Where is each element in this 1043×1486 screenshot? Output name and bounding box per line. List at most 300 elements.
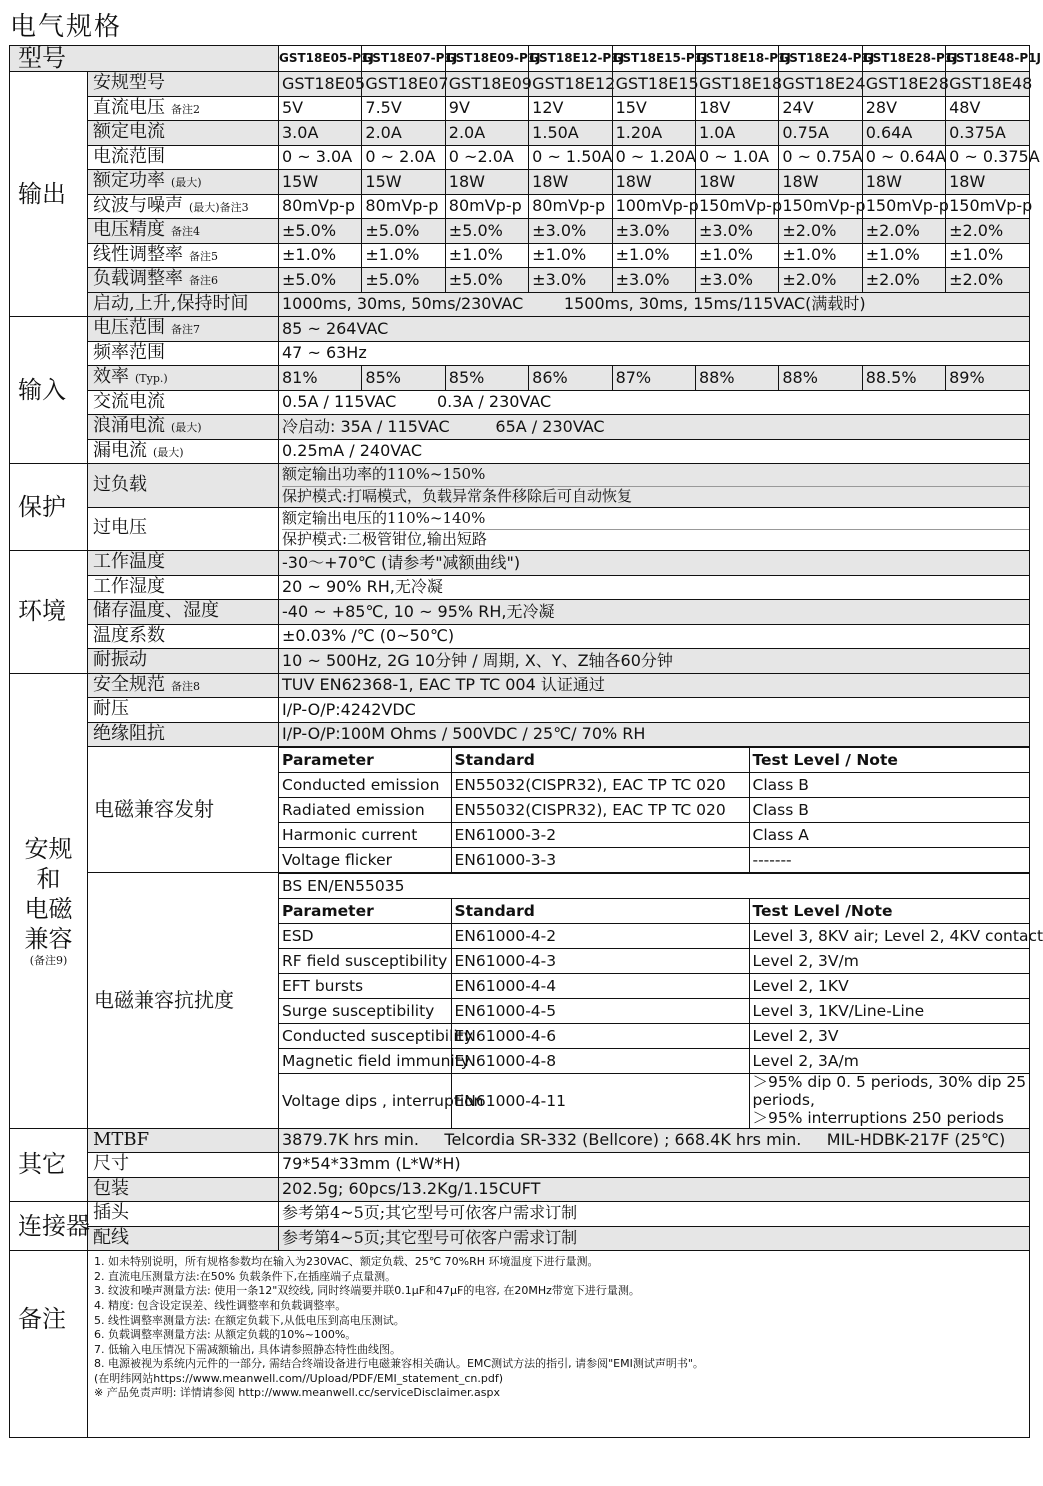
emc-row [279, 848, 1029, 873]
efficiency-value: 85% [362, 366, 445, 391]
row-label [88, 1128, 279, 1153]
row-label [88, 170, 279, 195]
emission-label: 电磁兼容发射 [88, 747, 279, 873]
row-label [88, 341, 279, 366]
row-label [88, 390, 279, 415]
output-value: 0 ~ 1.20A [612, 145, 695, 170]
row-note: 备注4 [171, 225, 200, 239]
emc-cell: EN55032(CISPR32), EAC TP TC 020 [451, 798, 749, 823]
section-label: 连接器 [10, 1202, 88, 1251]
row-label-text: 耐压 [93, 698, 129, 720]
output-value: 150mVp-p [695, 194, 778, 219]
emc-row [279, 974, 1029, 999]
emc-row [279, 924, 1029, 949]
output-row [10, 170, 1030, 195]
emc-cell: EN61000-3-2 [451, 823, 749, 848]
output-value: 0.375A [946, 121, 1030, 146]
protection-value [279, 507, 1030, 551]
emc-cell: Level 2, 1KV [749, 974, 1029, 999]
row-label [88, 194, 279, 219]
output-value: 1.0A [695, 121, 778, 146]
row-note: (最大)备注3 [189, 200, 249, 214]
row-label-text: 包装 [93, 1177, 129, 1199]
row-value: 202.5g; 60pcs/13.2Kg/1.15CUFT [279, 1177, 1030, 1202]
emc-header-row [279, 899, 1029, 924]
output-value: 0 ~ 0.75A [779, 145, 862, 170]
section-label-line: 电磁 [24, 894, 73, 923]
emc-cell: Level 3, 8KV air; Level 2, 4KV contact [749, 924, 1029, 949]
environment-row [10, 575, 1030, 600]
efficiency-value: 88% [779, 366, 862, 391]
output-value: 0.64A [862, 121, 945, 146]
output-value: ±3.0% [529, 219, 612, 244]
emc-table [279, 747, 1029, 872]
row-label-text: 交流电流 [93, 390, 165, 412]
emc-cell: Level 2, 3A/m [749, 1049, 1029, 1074]
immunity-cell [279, 873, 1043, 1128]
note-line: 2. 直流电压测量方法:在50% 负载条件下,在插座端子点量测。 [94, 1269, 397, 1283]
emc-header: Parameter [279, 748, 451, 773]
note-line: 3. 纹波和噪声测量方法: 使用一条12"双绞线, 同时终端要并联0.1μF和47μF的电容, 在20MHz带宽下进行量测。 [94, 1284, 640, 1298]
row-value: I/P-O/P:4242VDC [279, 698, 1030, 723]
row-note: 备注6 [189, 274, 218, 288]
input-row [10, 439, 1030, 464]
section-note: (备注9) [29, 953, 68, 967]
row-label-text: 电压范围 [93, 317, 165, 339]
output-value: 48V [946, 96, 1030, 121]
row-label-text: 频率范围 [93, 341, 165, 363]
row-label-text: 安全规范 [93, 673, 165, 695]
model-name: GST18E09-P1J [445, 46, 528, 72]
output-value: 80mVp-p [279, 194, 362, 219]
startup-row [10, 292, 1030, 317]
connector-row [10, 1202, 1030, 1227]
row-value: 0.25mA / 240VAC [279, 439, 1030, 464]
output-value: 0.75A [779, 121, 862, 146]
note-line: (在明纬网站https://www.meanwell.com//Upload/PDF/EMI_statement_cn.pdf) [94, 1371, 504, 1385]
emc-row [279, 773, 1029, 798]
input-row [10, 341, 1030, 366]
connector-row [10, 1226, 1030, 1251]
row-label-text: 过电压 [93, 517, 147, 539]
output-value: 18W [946, 170, 1030, 195]
model-name: GST18E18-P1J [695, 46, 778, 72]
emc-cell: Level 3, 1KV/Line-Line [749, 999, 1029, 1024]
protection-line: 额定输出电压的110%~140% [282, 509, 1029, 531]
emc-cell: EFT bursts [279, 974, 451, 999]
output-value: ±1.0% [362, 243, 445, 268]
output-value: 15W [279, 170, 362, 195]
output-value: ±2.0% [946, 268, 1030, 293]
emc-row [279, 999, 1029, 1024]
row-value: -30～+70℃ (请参考"减额曲线") [279, 551, 1030, 576]
row-label-text: 插头 [93, 1202, 129, 1224]
notes-cell [88, 1251, 1030, 1438]
safety-row [10, 673, 1030, 698]
output-value: 0 ~ 0.375A [946, 145, 1030, 170]
environment-row [10, 624, 1030, 649]
output-value: ±5.0% [362, 268, 445, 293]
spec-sheet [9, 44, 1043, 1438]
output-value: 150mVp-p [946, 194, 1030, 219]
row-value: 3879.7K hrs min. Telcordia SR-332 (Bellcore) ; 668.4K hrs min. MIL-HDBK-217F (25℃) [279, 1128, 1030, 1153]
output-row [10, 268, 1030, 293]
row-label-text: 尺寸 [93, 1153, 129, 1175]
output-value: 18W [862, 170, 945, 195]
row-label-text: 安规型号 [93, 72, 165, 94]
input-row [10, 415, 1030, 440]
output-row [10, 72, 1030, 97]
section-label: 保护 [10, 464, 88, 551]
output-value: 18W [612, 170, 695, 195]
output-value: 100mVp-p [612, 194, 695, 219]
emc-cell: ESD [279, 924, 451, 949]
output-value: ±1.0% [779, 243, 862, 268]
row-label [88, 1153, 279, 1178]
emc-cell: Class A [749, 823, 1029, 848]
output-value: ±1.0% [695, 243, 778, 268]
output-value: GST18E18 [695, 72, 778, 97]
emc-row [279, 1074, 1029, 1128]
row-value: 参考第4~5页;其它型号可依客户需求订制 [279, 1226, 1030, 1251]
output-value: 15W [362, 170, 445, 195]
safety-row [10, 722, 1030, 747]
protection-line: 保护模式:二极管钳位,输出短路 [282, 530, 487, 549]
model-row [10, 46, 1030, 72]
output-value: ±5.0% [279, 268, 362, 293]
output-row [10, 219, 1030, 244]
output-value: GST18E24 [779, 72, 862, 97]
emc-cell: Level 2, 3V [749, 1024, 1029, 1049]
output-value: 1.20A [612, 121, 695, 146]
row-label-text: 过负载 [93, 473, 147, 495]
emc-cell: EN61000-4-5 [451, 999, 749, 1024]
note-line: 7. 低输入电压情况下需减额输出, 具体请参照静态特性曲线图。 [94, 1342, 401, 1356]
row-label [88, 698, 279, 723]
emc-cell: Conducted emission [279, 773, 451, 798]
output-value: 15V [612, 96, 695, 121]
row-value: 79*54*33mm (L*W*H) [279, 1153, 1030, 1178]
output-value: GST18E15 [612, 72, 695, 97]
row-label [88, 439, 279, 464]
others-row [10, 1177, 1030, 1202]
row-value: 参考第4~5页;其它型号可依客户需求订制 [279, 1202, 1030, 1227]
section-label: 其它 [10, 1128, 88, 1202]
output-value: ±1.0% [529, 243, 612, 268]
row-label-text: 直流电压 [93, 96, 165, 118]
output-value: ±1.0% [612, 243, 695, 268]
output-value: ±1.0% [862, 243, 945, 268]
model-name: GST18E07-P1J [362, 46, 445, 72]
row-label [88, 507, 279, 551]
row-note: 备注2 [171, 102, 200, 116]
output-value: ±3.0% [612, 219, 695, 244]
output-value: ±2.0% [862, 219, 945, 244]
efficiency-value: 85% [445, 366, 528, 391]
emc-cell: Radiated emission [279, 798, 451, 823]
output-value: GST18E07 [362, 72, 445, 97]
model-name: GST18E05-P1J [279, 46, 362, 72]
environment-row [10, 600, 1030, 625]
emission-cell [279, 747, 1030, 873]
row-label-text: MTBF [93, 1128, 150, 1150]
emc-cell: Class B [749, 773, 1029, 798]
efficiency-value: 81% [279, 366, 362, 391]
row-label [88, 722, 279, 747]
output-value: ±2.0% [779, 219, 862, 244]
row-label [88, 673, 279, 698]
row-label-text: 工作温度 [93, 551, 165, 573]
output-value: 80mVp-p [445, 194, 528, 219]
row-note: 备注7 [171, 323, 200, 337]
model-label: 型号 [10, 46, 279, 72]
output-value: 18V [695, 96, 778, 121]
row-label-text: 纹波与噪声 [93, 194, 183, 216]
environment-row [10, 649, 1030, 674]
emc-cell: EN61000-4-2 [451, 924, 749, 949]
row-label [88, 72, 279, 97]
immunity-label: 电磁兼容抗扰度 [88, 873, 279, 1128]
output-value: 7.5V [362, 96, 445, 121]
emc-cell: Magnetic field immunity [279, 1049, 451, 1074]
row-note: 备注8 [171, 679, 200, 693]
row-value: -40 ~ +85℃, 10 ~ 95% RH,无冷凝 [279, 600, 1030, 625]
row-value: 85 ~ 264VAC [279, 317, 1030, 342]
note-line: ※ 产品免责声明: 详情请参阅 http://www.meanwell.cc/serviceDisclaimer.aspx [94, 1386, 500, 1400]
output-value: ±3.0% [695, 219, 778, 244]
dips-level-line: ＞95% interruptions 250 periods [752, 1108, 1004, 1127]
row-label [88, 1177, 279, 1202]
row-label [88, 464, 279, 508]
note-line: 4. 精度: 包含设定误差、线性调整率和负载调整率。 [94, 1298, 347, 1312]
row-value: 10 ~ 500Hz, 2G 10分钟 / 周期, X、Y、Z轴各60分钟 [279, 649, 1030, 674]
row-label [88, 575, 279, 600]
section-label-line: 和 [36, 864, 61, 893]
row-label-text: 效率 [93, 366, 129, 388]
row-label-text: 电流范围 [93, 145, 165, 167]
row-label-text: 电压精度 [93, 219, 165, 241]
emc-cell: Surge susceptibility [279, 999, 451, 1024]
efficiency-value: 89% [946, 366, 1030, 391]
row-label [88, 268, 279, 293]
row-value: TUV EN62368-1, EAC TP TC 004 认证通过 [279, 673, 1030, 698]
output-value: ±2.0% [862, 268, 945, 293]
notes-row [10, 1251, 1030, 1438]
protection-row [10, 507, 1030, 551]
output-value: 18W [529, 170, 612, 195]
note-line: 8. 电源被视为系统内元件的一部分, 需结合终端设备进行电磁兼容相关确认。EMC测试方法的指引, 请参阅"EMI测试声明书"。 [94, 1357, 704, 1371]
row-value: 47 ~ 63Hz [279, 341, 1030, 366]
protection-line: 额定输出功率的110%~150% [282, 465, 1029, 487]
emc-header: Parameter [279, 899, 451, 924]
emc-cell: EN61000-4-3 [451, 949, 749, 974]
output-row [10, 243, 1030, 268]
spec-table [9, 44, 1043, 1438]
row-value: ±0.03% /℃ (0~50℃) [279, 624, 1030, 649]
output-value: 0 ~ 2.0A [362, 145, 445, 170]
emission-row [10, 747, 1030, 873]
emc-row [279, 823, 1029, 848]
input-row [10, 390, 1030, 415]
output-value: 150mVp-p [779, 194, 862, 219]
output-value: 18W [779, 170, 862, 195]
emc-caption-row [279, 874, 1029, 899]
row-label [88, 415, 279, 440]
section-label: 备注 [10, 1251, 88, 1438]
emc-cell: Level 2, 3V/m [749, 949, 1029, 974]
section-label: 环境 [10, 551, 88, 674]
output-value: 0 ~ 0.64A [862, 145, 945, 170]
row-value: 20 ~ 90% RH,无冷凝 [279, 575, 1030, 600]
output-value: 24V [779, 96, 862, 121]
note-line: 5. 线性调整率测量方法: 在额定负载下,从低电压到高电压测试。 [94, 1313, 405, 1327]
emc-header: Standard [451, 748, 749, 773]
protection-row [10, 464, 1030, 508]
note-line: 6. 负载调整率测量方法: 从额定负载的10%~100%。 [94, 1328, 357, 1342]
environment-row [10, 551, 1030, 576]
row-value: I/P-O/P:100M Ohms / 500VDC / 25℃/ 70% RH [279, 722, 1030, 747]
row-note: 备注5 [189, 249, 218, 263]
output-value: ±1.0% [946, 243, 1030, 268]
row-note: (Typ.) [135, 372, 168, 386]
row-label-text: 绝缘阻抗 [93, 722, 165, 744]
emc-cell: Conducted susceptibility [279, 1024, 451, 1049]
output-value: 150mVp-p [862, 194, 945, 219]
row-label [88, 366, 279, 391]
emc-cell: EN61000-4-6 [451, 1024, 749, 1049]
model-name: GST18E12-P1J [529, 46, 612, 72]
emc-row [279, 1024, 1029, 1049]
emc-row [279, 1049, 1029, 1074]
row-label [88, 551, 279, 576]
row-label [88, 624, 279, 649]
emc-header: Standard [451, 899, 749, 924]
section-label: 输入 [10, 317, 88, 464]
row-label-text: 储存温度、湿度 [93, 600, 219, 622]
output-value: 2.0A [362, 121, 445, 146]
efficiency-value: 86% [529, 366, 612, 391]
emc-cell: EN61000-4-4 [451, 974, 749, 999]
row-label [88, 649, 279, 674]
row-label-text: 线性调整率 [93, 243, 183, 265]
output-value: GST18E05 [279, 72, 362, 97]
output-value: ±2.0% [946, 219, 1030, 244]
output-value: 80mVp-p [362, 194, 445, 219]
row-value: 0.5A / 115VAC 0.3A / 230VAC [279, 390, 1030, 415]
output-value: 9V [445, 96, 528, 121]
emc-cell: Harmonic current [279, 823, 451, 848]
row-label-text: 额定电流 [93, 121, 165, 143]
dips-level-line: ＞95% dip 0. 5 periods, 30% dip 25 periods, [752, 1073, 1027, 1109]
output-value: ±3.0% [612, 268, 695, 293]
row-label [88, 317, 279, 342]
output-value: GST18E48 [946, 72, 1030, 97]
input-row [10, 317, 1030, 342]
section-label: 输出 [10, 72, 88, 317]
efficiency-value: 87% [612, 366, 695, 391]
emc-cell: EN61000-4-8 [451, 1049, 749, 1074]
row-label [88, 243, 279, 268]
output-value: ±3.0% [529, 268, 612, 293]
protection-value [279, 464, 1030, 508]
emc-cell: RF field susceptibility [279, 949, 451, 974]
output-value: 12V [529, 96, 612, 121]
output-row [10, 121, 1030, 146]
row-label-text: 启动,上升,保持时间 [93, 292, 249, 314]
immunity-row [10, 873, 1030, 1128]
output-value: 3.0A [279, 121, 362, 146]
emc-row [279, 798, 1029, 823]
row-label [88, 1226, 279, 1251]
emc-cell: Voltage flicker [279, 848, 451, 873]
output-value: 0 ~ 3.0A [279, 145, 362, 170]
row-label [88, 96, 279, 121]
safety-row [10, 698, 1030, 723]
row-label-text: 额定功率 [93, 170, 165, 192]
row-value: 1000ms, 30ms, 50ms/230VAC 1500ms, 30ms, 15ms/115VAC(满载时) [279, 292, 1030, 317]
output-value: 0 ~ 1.0A [695, 145, 778, 170]
output-value: ±5.0% [279, 219, 362, 244]
others-row [10, 1153, 1030, 1178]
output-value: 2.0A [445, 121, 528, 146]
output-value: ±3.0% [695, 268, 778, 293]
efficiency-value: 88% [695, 366, 778, 391]
emc-header-row [279, 748, 1029, 773]
model-name: GST18E28-P1J [862, 46, 945, 72]
output-value: 28V [862, 96, 945, 121]
row-note: (最大) [171, 421, 202, 435]
section-label-line: 安规 [24, 834, 73, 863]
row-value: 冷启动: 35A / 115VAC 65A / 230VAC [279, 415, 1030, 440]
row-label [88, 1202, 279, 1227]
output-value: 0 ~ 1.50A [529, 145, 612, 170]
emc-cell: Class B [749, 798, 1029, 823]
row-label [88, 600, 279, 625]
row-label-text: 工作湿度 [93, 575, 165, 597]
row-label-text: 浪涌电流 [93, 415, 165, 437]
input-row [10, 366, 1030, 391]
output-value: ±5.0% [445, 219, 528, 244]
row-label [88, 292, 279, 317]
others-row [10, 1128, 1030, 1153]
emc-cell: ------- [749, 848, 1029, 873]
row-label-text: 漏电流 [93, 439, 147, 461]
page-title: 电气规格 [10, 12, 123, 42]
emc-header: Test Level / Note [749, 748, 1029, 773]
output-value: ±5.0% [362, 219, 445, 244]
output-value: GST18E28 [862, 72, 945, 97]
output-value: ±2.0% [779, 268, 862, 293]
emc-cell: Voltage dips , interruption [279, 1074, 451, 1128]
section-label [10, 673, 88, 1128]
emc-cell: EN61000-3-3 [451, 848, 749, 873]
output-value: 5V [279, 96, 362, 121]
output-value: ±1.0% [445, 243, 528, 268]
emc-cell [749, 1074, 1029, 1128]
output-value: 1.50A [529, 121, 612, 146]
output-value: 0 ~2.0A [445, 145, 528, 170]
output-value: 18W [445, 170, 528, 195]
emc-caption: BS EN/EN55035 [279, 874, 1029, 899]
row-label [88, 145, 279, 170]
output-row [10, 96, 1030, 121]
row-label [88, 219, 279, 244]
model-name: GST18E48-P1J [946, 46, 1030, 72]
output-value: ±1.0% [279, 243, 362, 268]
emc-header: Test Level /Note [749, 899, 1029, 924]
emc-table [279, 873, 1043, 1127]
emc-row [279, 949, 1029, 974]
